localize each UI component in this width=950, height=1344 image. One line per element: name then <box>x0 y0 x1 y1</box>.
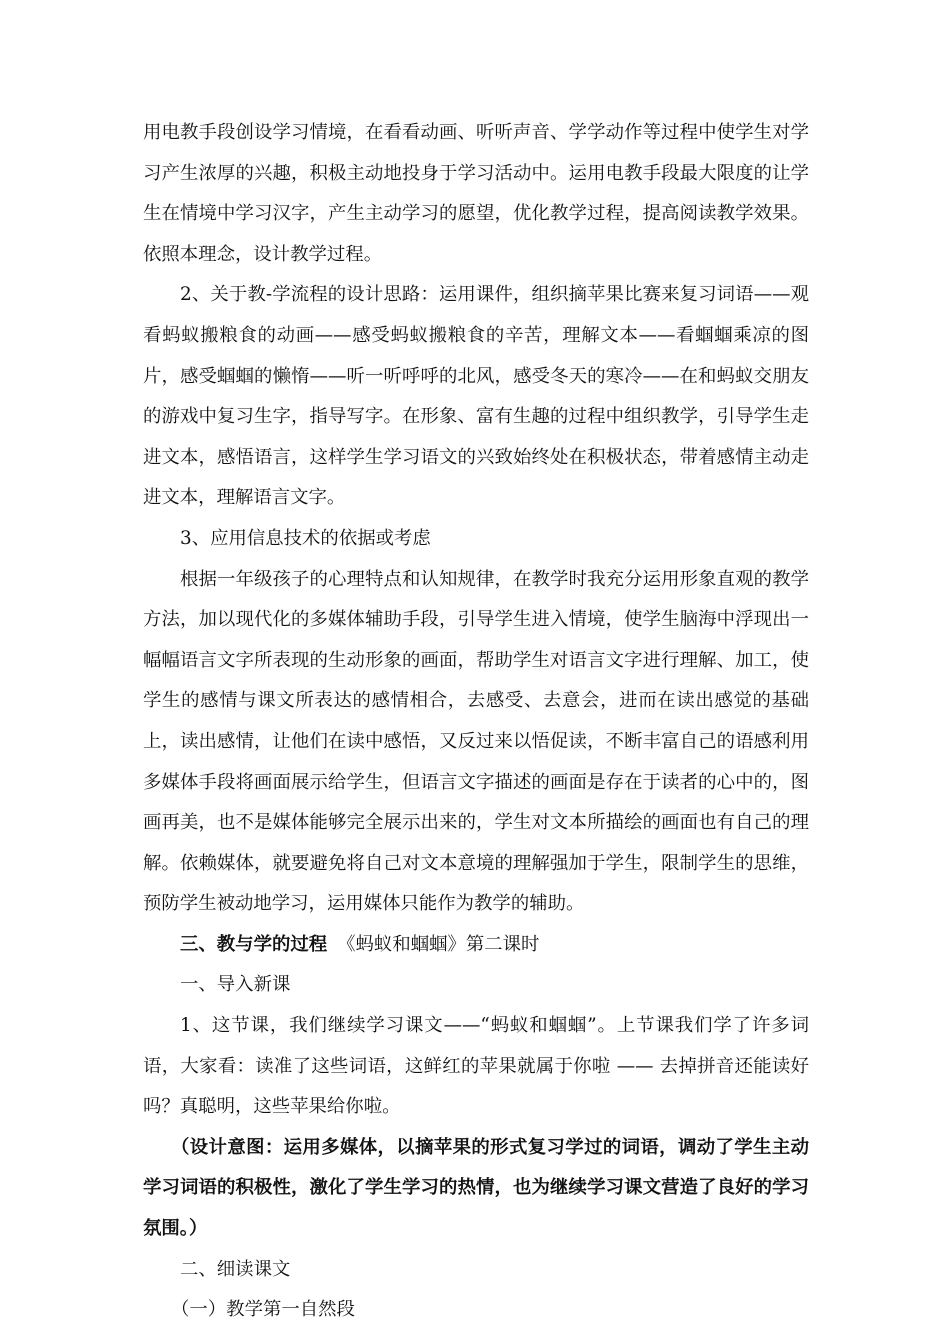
paragraph-teaching-concept: 用电教手段创设学习情境，在看看动画、听听声音、学学动作等过程中使学生对学习产生浓厚的兴趣，积极主动地投身于学习活动中。运用电教手段最大限度的让学生在情境中学习汉字，产生主动学习的愿望，优化教学过程，提高阅读教学效果。依照本理念，设计教学过程。 <box>143 122 809 265</box>
section-close-reading: 二、细读课文 <box>180 1258 291 1280</box>
paragraph-intro-step-1: 1、这节课，我们继续学习课文——“蚂蚁和蝈蝈”。上节课我们学了许多词语，大家看：读准了这些词语，这鲜红的苹果就属于你啦 —— 去掉拼音还能读好吗？真聪明，这些苹果给你啦。 <box>143 1015 809 1118</box>
section-heading-lesson: 《蚂蚁和蝈蝈》第二课时 <box>337 933 540 955</box>
section-heading-process <box>143 925 809 966</box>
paragraph-it-basis-title: 3、应用信息技术的依据或考虑 <box>180 527 431 549</box>
subsection-first-paragraph: （一）教学第一自然段 <box>171 1299 355 1321</box>
paragraph-it-basis-body: 根据一年级孩子的心理特点和认知规律，在教学时我充分运用形象直观的教学方法，加以现代化的多媒体辅助手段，引导学生进入情境，使学生脑海中浮现出一幅幅语言文字所表现的生动形象的画面，帮助学生对语言文字进行理解、加工，使学生的感情与课文所表达的感情相合，去感受、去意会，进而在读出感觉的基础上，读出感情，让他们在读中感悟，又反过来以悟促读，不断丰富自己的语感利用多媒体手段将画面展示给学生，但语言文字描述的画面是存在于读者的心中的，图画再美，也不是媒体能够完全展示出来的，学生对文本所描绘的画面也有自己的理解。依赖媒体，就要避免将自己对文本意境的理解强加于学生，限制学生的思维，预防学生被动地学习，运用媒体只能作为教学的辅助。 <box>143 568 809 915</box>
section-intro-new-lesson: 一、导入新课 <box>180 974 291 996</box>
paragraph-design-ideas: 2、关于教-学流程的设计思路：运用课件，组织摘苹果比赛来复习词语——观看蚂蚁搬粮食的动画——感受蚂蚁搬粮食的辛苦，理解文本——看蝈蝈乘凉的图片，感受蝈蝈的懒惰——听一听呼呼的北风，感受冬天的寒冷——在和蚂蚁交朋友的游戏中复习生字，指导写字。在形象、富有生趣的过程中组织教学，引导学生走进文本，感悟语言，这样学生学习语文的兴致始终处在积极状态，带着感情主动走进文本，理解语言文字。 <box>143 284 809 509</box>
document-page <box>143 113 809 1331</box>
paragraph-design-intent: （设计意图：运用多媒体，以摘苹果的形式复习学过的词语，调动了学生主动学习词语的积极性，激化了学生学习的热情，也为继续学习课文营造了良好的学习氛围。） <box>143 1136 809 1240</box>
section-heading-bold: 三、教与学的过程 <box>180 933 328 955</box>
